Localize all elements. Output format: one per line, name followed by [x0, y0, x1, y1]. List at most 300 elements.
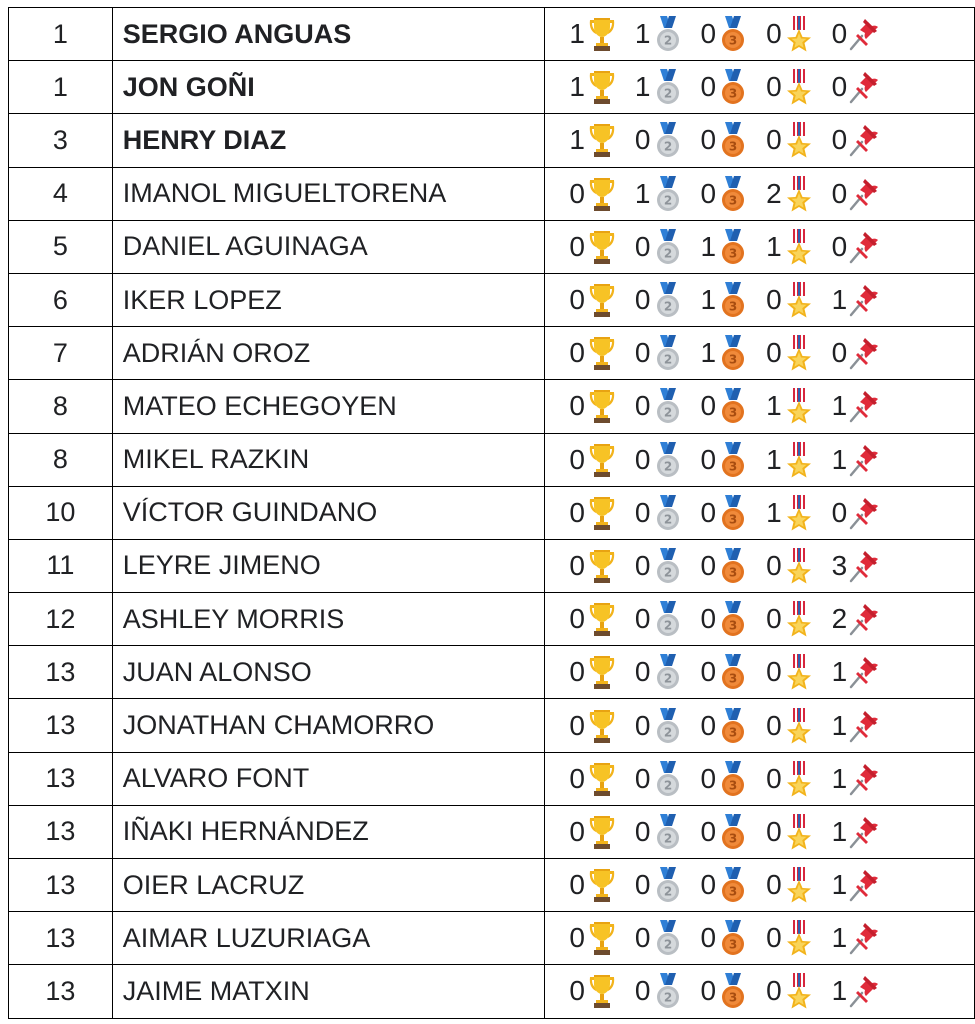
third-place-medal-icon: [716, 600, 750, 638]
svg-text:2: 2: [663, 884, 672, 899]
silver-count-value: 0: [634, 284, 651, 316]
military-count: [766, 15, 832, 53]
table-row: [9, 486, 975, 539]
military-count: [766, 707, 832, 745]
position-cell[interactable]: 8: [9, 433, 113, 486]
military-medal-icon: [782, 68, 816, 106]
bronze-count-value: 0: [700, 762, 717, 794]
svg-text:3: 3: [728, 86, 738, 101]
military-medal-icon: [782, 600, 816, 638]
military-count: [766, 653, 832, 691]
second-place-medal-icon: [651, 387, 685, 425]
pin-count: [832, 653, 882, 691]
second-place-medal-icon: [651, 919, 685, 957]
player-name-cell[interactable]: AIMAR LUZURIAGA: [112, 912, 545, 965]
silver-count: [635, 68, 701, 106]
military-medal-icon: [782, 919, 816, 957]
pushpin-icon: [847, 600, 881, 638]
trophy-count-value: 0: [569, 390, 585, 422]
silver-count: [635, 547, 701, 585]
military-medal-icon: [782, 15, 816, 53]
position-cell[interactable]: 10: [9, 486, 113, 539]
player-name-cell[interactable]: DANIEL AGUINAGA: [112, 220, 545, 273]
svg-text:2: 2: [663, 512, 672, 527]
player-name-cell[interactable]: OIER LACRUZ: [112, 859, 545, 912]
trophy-icon: [585, 760, 619, 798]
military-count-value: 2: [766, 177, 782, 209]
position-cell[interactable]: 8: [9, 380, 113, 433]
trophy-count-value: 0: [569, 549, 585, 581]
pushpin-icon: [847, 387, 881, 425]
bronze-count-value: 0: [700, 390, 717, 422]
position-cell[interactable]: 7: [9, 327, 113, 380]
bronze-count-value: 0: [700, 549, 717, 581]
second-place-medal-icon: [651, 441, 685, 479]
player-name-cell[interactable]: LEYRE JIMENO: [112, 539, 545, 592]
trophy-count-value: 0: [569, 443, 585, 475]
bronze-count-value: 1: [700, 230, 717, 262]
pushpin-icon: [847, 919, 881, 957]
svg-text:2: 2: [663, 86, 672, 101]
pin-count: [832, 334, 882, 372]
medals-cell[interactable]: [545, 752, 975, 805]
second-place-medal-icon: [651, 707, 685, 745]
pushpin-icon: [847, 228, 881, 266]
military-medal-icon: [782, 228, 816, 266]
table-row: [9, 539, 975, 592]
third-place-medal-icon: [716, 387, 750, 425]
military-count-value: 0: [766, 709, 782, 741]
bronze-count-value: 0: [700, 603, 717, 635]
silver-count-value: 0: [634, 603, 651, 635]
third-place-medal-icon: [716, 175, 750, 213]
third-place-medal-icon: [716, 813, 750, 851]
military-count-value: 0: [766, 762, 782, 794]
player-name-cell[interactable]: JONATHAN CHAMORRO: [112, 699, 545, 752]
medals-cell[interactable]: [545, 8, 975, 61]
military-count-value: 0: [766, 869, 782, 901]
military-medal-icon: [782, 441, 816, 479]
player-name-cell[interactable]: HENRY DIAZ: [112, 114, 545, 167]
medals-cell[interactable]: [545, 380, 975, 433]
trophy-count: [569, 281, 635, 319]
second-place-medal-icon: [651, 494, 685, 532]
position-cell[interactable]: 13: [9, 965, 113, 1018]
pin-count: [832, 281, 882, 319]
pin-count-value: 1: [831, 656, 848, 688]
bronze-count-value: 0: [700, 975, 717, 1007]
medals-cell[interactable]: [545, 327, 975, 380]
silver-count-value: 0: [634, 230, 651, 262]
bronze-count: [701, 707, 767, 745]
trophy-count: [569, 813, 635, 851]
trophy-count-value: 0: [569, 284, 585, 316]
table-row: [9, 167, 975, 220]
military-medal-icon: [782, 281, 816, 319]
medals-cell[interactable]: [545, 486, 975, 539]
svg-text:3: 3: [728, 246, 738, 261]
medals-cell[interactable]: [545, 433, 975, 486]
pin-count-value: 1: [831, 975, 848, 1007]
second-place-medal-icon: [651, 281, 685, 319]
second-place-medal-icon: [651, 760, 685, 798]
trophy-icon: [585, 600, 619, 638]
player-name-cell[interactable]: ASHLEY MORRIS: [112, 593, 545, 646]
pin-count: [832, 707, 882, 745]
silver-count-value: 0: [634, 922, 651, 954]
pin-count-value: 1: [831, 762, 848, 794]
pin-count-value: 0: [831, 124, 848, 156]
svg-text:2: 2: [663, 139, 672, 154]
bronze-count: [701, 653, 767, 691]
military-medal-icon: [782, 653, 816, 691]
pushpin-icon: [847, 441, 881, 479]
table-row: [9, 699, 975, 752]
pushpin-icon: [847, 494, 881, 532]
silver-count: [635, 866, 701, 904]
military-medal-icon: [782, 494, 816, 532]
trophy-count-value: 0: [569, 869, 585, 901]
position-cell[interactable]: 13: [9, 646, 113, 699]
svg-text:2: 2: [663, 831, 672, 846]
svg-text:2: 2: [663, 193, 672, 208]
player-name-cell[interactable]: ALVARO FONT: [112, 752, 545, 805]
player-name-cell[interactable]: MIKEL RAZKIN: [112, 433, 545, 486]
trophy-icon: [585, 972, 619, 1010]
silver-count: [635, 653, 701, 691]
second-place-medal-icon: [651, 653, 685, 691]
military-count: [766, 175, 832, 213]
silver-count-value: 0: [634, 124, 651, 156]
pin-count-value: 0: [831, 18, 848, 50]
bronze-count: [701, 972, 767, 1010]
third-place-medal-icon: [716, 441, 750, 479]
medals-cell[interactable]: [545, 61, 975, 114]
svg-text:3: 3: [728, 405, 738, 420]
silver-count-value: 1: [634, 71, 651, 103]
medals-cell[interactable]: [545, 273, 975, 326]
silver-count: [635, 707, 701, 745]
military-count: [766, 547, 832, 585]
trophy-icon: [585, 121, 619, 159]
position-cell[interactable]: 1: [9, 61, 113, 114]
trophy-count: [569, 494, 635, 532]
third-place-medal-icon: [716, 972, 750, 1010]
pin-count: [832, 919, 882, 957]
svg-text:2: 2: [663, 778, 672, 793]
trophy-count-value: 0: [569, 709, 585, 741]
bronze-count: [701, 441, 767, 479]
medals-cell[interactable]: [545, 539, 975, 592]
trophy-icon: [585, 387, 619, 425]
bronze-count: [701, 281, 767, 319]
player-name-cell[interactable]: ADRIÁN OROZ: [112, 327, 545, 380]
player-name-cell[interactable]: JON GOÑI: [112, 61, 545, 114]
svg-text:2: 2: [663, 352, 672, 367]
second-place-medal-icon: [651, 175, 685, 213]
player-name-cell[interactable]: VÍCTOR GUINDANO: [112, 486, 545, 539]
table-row: [9, 327, 975, 380]
medals-cell[interactable]: [545, 859, 975, 912]
svg-text:3: 3: [728, 990, 738, 1005]
player-name-cell[interactable]: JAIME MATXIN: [112, 965, 545, 1018]
pin-count: [832, 760, 882, 798]
pushpin-icon: [847, 121, 881, 159]
bronze-count: [701, 547, 767, 585]
military-count-value: 0: [766, 284, 782, 316]
trophy-count-value: 0: [569, 922, 585, 954]
military-count: [766, 228, 832, 266]
position-cell[interactable]: 13: [9, 805, 113, 858]
bronze-count-value: 0: [700, 709, 717, 741]
silver-count-value: 0: [634, 975, 651, 1007]
second-place-medal-icon: [651, 813, 685, 851]
silver-count: [635, 281, 701, 319]
svg-text:3: 3: [728, 352, 738, 367]
pushpin-icon: [847, 972, 881, 1010]
pushpin-icon: [847, 760, 881, 798]
position-cell[interactable]: 13: [9, 699, 113, 752]
medals-cell[interactable]: [545, 646, 975, 699]
player-name-cell[interactable]: IMANOL MIGUELTORENA: [112, 167, 545, 220]
pin-count-value: 0: [831, 230, 848, 262]
svg-text:2: 2: [663, 459, 672, 474]
pin-count: [832, 387, 882, 425]
svg-text:3: 3: [728, 565, 738, 580]
position-cell[interactable]: 13: [9, 859, 113, 912]
trophy-count: [569, 228, 635, 266]
military-count: [766, 387, 832, 425]
military-count: [766, 68, 832, 106]
table-row: [9, 805, 975, 858]
svg-text:2: 2: [663, 671, 672, 686]
position-cell[interactable]: 5: [9, 220, 113, 273]
svg-text:3: 3: [728, 299, 738, 314]
position-cell[interactable]: 11: [9, 539, 113, 592]
bronze-count: [701, 600, 767, 638]
military-medal-icon: [782, 972, 816, 1010]
pin-count-value: 1: [831, 390, 848, 422]
pushpin-icon: [847, 653, 881, 691]
trophy-count-value: 0: [569, 230, 585, 262]
table-row: [9, 433, 975, 486]
position-cell[interactable]: 1: [9, 8, 113, 61]
silver-count-value: 0: [634, 656, 651, 688]
bronze-count-value: 1: [700, 284, 717, 316]
third-place-medal-icon: [716, 494, 750, 532]
table-row: [9, 646, 975, 699]
silver-count: [635, 15, 701, 53]
trophy-count: [569, 760, 635, 798]
pushpin-icon: [847, 68, 881, 106]
pin-count: [832, 228, 882, 266]
second-place-medal-icon: [651, 228, 685, 266]
player-name-cell[interactable]: JUAN ALONSO: [112, 646, 545, 699]
third-place-medal-icon: [716, 228, 750, 266]
pin-count: [832, 175, 882, 213]
trophy-count-value: 0: [569, 762, 585, 794]
military-count-value: 0: [766, 124, 782, 156]
pushpin-icon: [847, 281, 881, 319]
medals-cell[interactable]: [545, 965, 975, 1018]
bronze-count-value: 0: [700, 496, 717, 528]
trophy-icon: [585, 813, 619, 851]
bronze-count: [701, 15, 767, 53]
medals-cell[interactable]: [545, 220, 975, 273]
position-cell[interactable]: 13: [9, 912, 113, 965]
position-cell[interactable]: 6: [9, 273, 113, 326]
silver-count-value: 0: [634, 443, 651, 475]
pushpin-icon: [847, 547, 881, 585]
bronze-count: [701, 121, 767, 159]
trophy-count: [569, 175, 635, 213]
svg-text:2: 2: [663, 246, 672, 261]
military-count-value: 0: [766, 549, 782, 581]
military-medal-icon: [782, 760, 816, 798]
trophy-icon: [585, 175, 619, 213]
silver-count: [635, 387, 701, 425]
trophy-count: [569, 15, 635, 53]
military-count: [766, 281, 832, 319]
trophy-icon: [585, 866, 619, 904]
second-place-medal-icon: [651, 600, 685, 638]
position-cell[interactable]: 3: [9, 114, 113, 167]
table-row: [9, 752, 975, 805]
bronze-count-value: 0: [700, 443, 717, 475]
military-medal-icon: [782, 866, 816, 904]
bronze-count-value: 0: [700, 71, 717, 103]
military-count: [766, 441, 832, 479]
table-row: [9, 8, 975, 61]
pin-count-value: 1: [831, 922, 848, 954]
third-place-medal-icon: [716, 653, 750, 691]
bronze-count-value: 0: [700, 869, 717, 901]
military-count: [766, 334, 832, 372]
military-count-value: 0: [766, 656, 782, 688]
position-cell[interactable]: 12: [9, 593, 113, 646]
silver-count-value: 1: [634, 18, 651, 50]
pin-count-value: 1: [831, 284, 848, 316]
bronze-count-value: 1: [700, 337, 717, 369]
pushpin-icon: [847, 334, 881, 372]
svg-text:3: 3: [728, 459, 738, 474]
silver-count: [635, 228, 701, 266]
pin-count-value: 1: [831, 815, 848, 847]
military-count-value: 0: [766, 603, 782, 635]
military-count: [766, 600, 832, 638]
silver-count-value: 0: [634, 762, 651, 794]
pin-count: [832, 441, 882, 479]
trophy-count-value: 1: [569, 124, 585, 156]
military-count-value: 1: [766, 496, 782, 528]
bronze-count-value: 0: [700, 124, 717, 156]
trophy-count: [569, 600, 635, 638]
svg-text:3: 3: [728, 725, 738, 740]
trophy-icon: [585, 68, 619, 106]
svg-text:3: 3: [728, 671, 738, 686]
medals-cell[interactable]: [545, 699, 975, 752]
second-place-medal-icon: [651, 68, 685, 106]
bronze-count-value: 0: [700, 922, 717, 954]
silver-count: [635, 121, 701, 159]
player-name-cell[interactable]: SERGIO ANGUAS: [112, 8, 545, 61]
trophy-count: [569, 972, 635, 1010]
medals-cell[interactable]: [545, 805, 975, 858]
trophy-count-value: 0: [569, 815, 585, 847]
military-count: [766, 494, 832, 532]
pin-count: [832, 494, 882, 532]
table-row: [9, 380, 975, 433]
trophy-icon: [585, 334, 619, 372]
silver-count: [635, 919, 701, 957]
pushpin-icon: [847, 813, 881, 851]
player-name-cell[interactable]: IÑAKI HERNÁNDEZ: [112, 805, 545, 858]
svg-text:3: 3: [728, 778, 738, 793]
trophy-count-value: 0: [569, 656, 585, 688]
svg-text:2: 2: [663, 618, 672, 633]
player-name-cell[interactable]: IKER LOPEZ: [112, 273, 545, 326]
table-row: [9, 912, 975, 965]
player-name-cell[interactable]: MATEO ECHEGOYEN: [112, 380, 545, 433]
military-medal-icon: [782, 334, 816, 372]
table-row: [9, 61, 975, 114]
military-medal-icon: [782, 121, 816, 159]
position-cell[interactable]: 4: [9, 167, 113, 220]
silver-count-value: 0: [634, 337, 651, 369]
svg-text:2: 2: [663, 725, 672, 740]
medals-cell[interactable]: [545, 114, 975, 167]
trophy-count: [569, 866, 635, 904]
trophy-icon: [585, 228, 619, 266]
pushpin-icon: [847, 866, 881, 904]
military-count: [766, 866, 832, 904]
position-cell[interactable]: 13: [9, 752, 113, 805]
third-place-medal-icon: [716, 919, 750, 957]
third-place-medal-icon: [716, 760, 750, 798]
medals-cell[interactable]: [545, 912, 975, 965]
pin-count-value: 1: [831, 443, 848, 475]
medals-cell[interactable]: [545, 593, 975, 646]
third-place-medal-icon: [716, 707, 750, 745]
medals-cell[interactable]: [545, 167, 975, 220]
trophy-count: [569, 334, 635, 372]
pin-count: [832, 547, 882, 585]
silver-count: [635, 760, 701, 798]
trophy-count: [569, 387, 635, 425]
military-count-value: 0: [766, 975, 782, 1007]
third-place-medal-icon: [716, 547, 750, 585]
pin-count: [832, 600, 882, 638]
military-medal-icon: [782, 547, 816, 585]
pin-count: [832, 121, 882, 159]
svg-text:3: 3: [728, 33, 738, 48]
trophy-count-value: 1: [569, 18, 585, 50]
silver-count-value: 0: [634, 815, 651, 847]
svg-text:3: 3: [728, 884, 738, 899]
bronze-count: [701, 68, 767, 106]
silver-count: [635, 494, 701, 532]
trophy-count: [569, 547, 635, 585]
military-count-value: 0: [766, 337, 782, 369]
military-count-value: 0: [766, 71, 782, 103]
pin-count-value: 3: [831, 549, 848, 581]
table-row: [9, 965, 975, 1018]
third-place-medal-icon: [716, 334, 750, 372]
military-count-value: 1: [766, 230, 782, 262]
second-place-medal-icon: [651, 972, 685, 1010]
military-medal-icon: [782, 175, 816, 213]
trophy-count-value: 0: [569, 975, 585, 1007]
